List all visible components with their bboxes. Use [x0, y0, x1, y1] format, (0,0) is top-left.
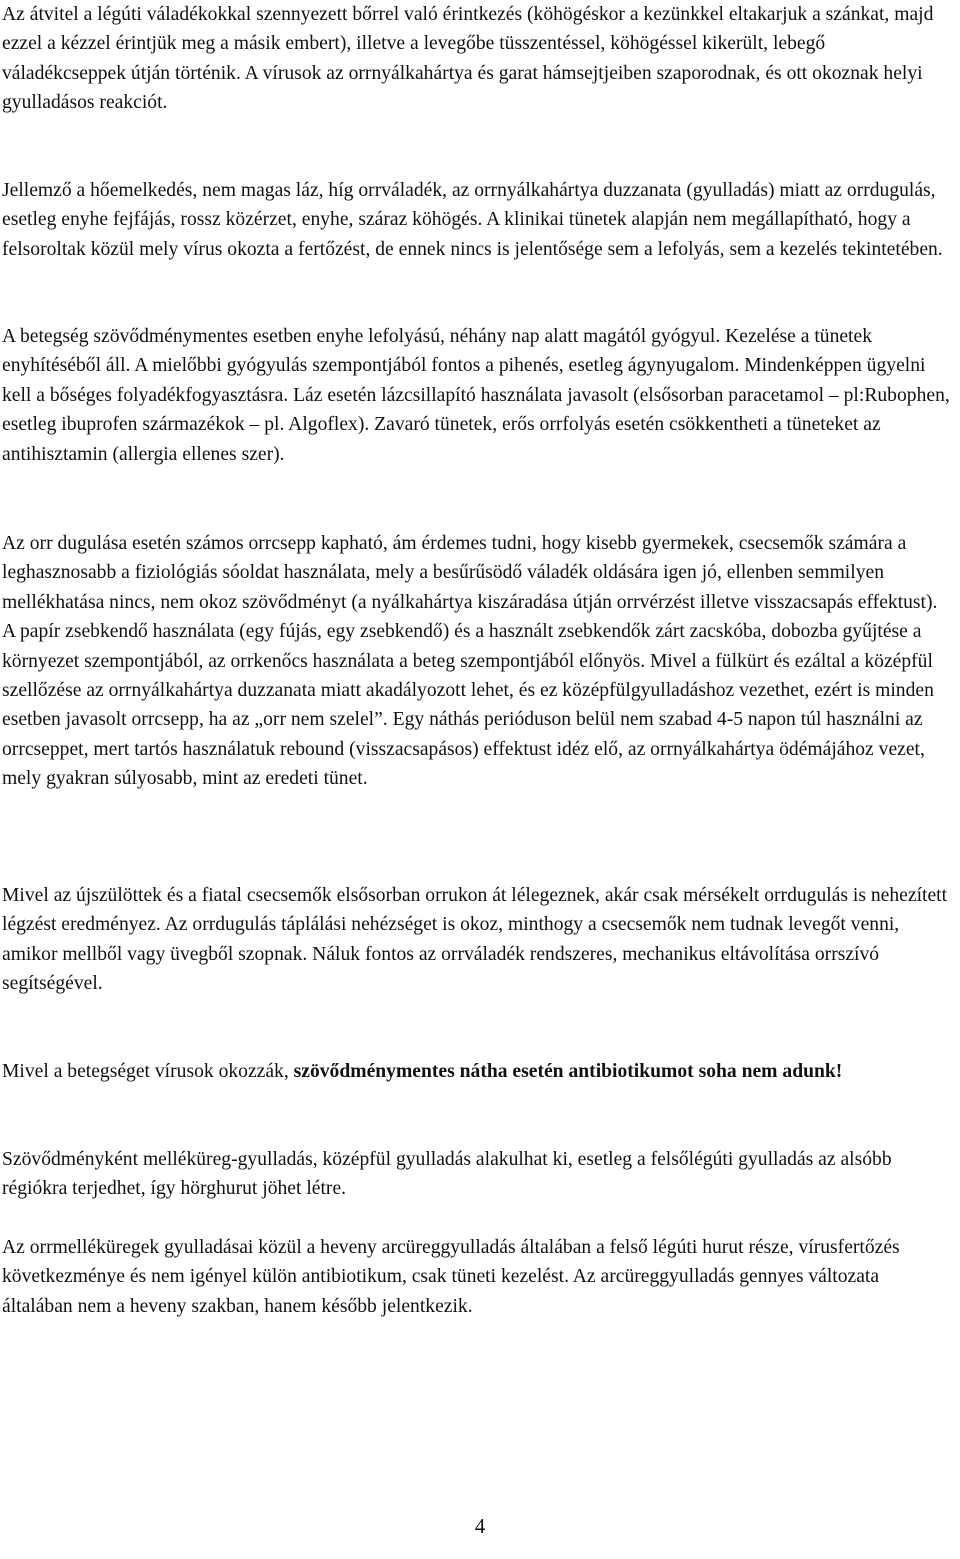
antibiotic-warning-text: szövődménymentes nátha esetén antibiotikumot soha nem adunk! — [293, 1061, 843, 1082]
antibiotic-lead-text: Mivel a betegséget vírusok okozzák, — [2, 1061, 294, 1082]
page-number: 4 — [474, 1514, 486, 1538]
paragraph-newborns: Mivel az újszülöttek és a fiatal csecsemők elsősorban orrukon át lélegeznek, akár csak mérsékelt orrdugulás is nehezített légzést eredményez. Az orrdugulás táplálási nehézséget is okoz, minthogy a csecsemők nem tudnak levegőt venni, amikor mellből vagy üvegből szopnak. Náluk fontos az orrváladék rendszeres, mechanikus eltávolítása orrszívó segítségével. — [2, 885, 948, 995]
paragraph-complications: Szövődményként melléküreg-gyulladás, középfül gyulladás alakulhat ki, esetleg a felsőlégúti gyulladás az alsóbb régiókra terjedhet, így hörghurut jöhet létre. — [2, 1149, 892, 1200]
paragraph-antibiotics — [2, 1057, 842, 1086]
paragraph-treatment: A betegség szövődménymentes esetben enyhe lefolyású, néhány nap alatt magától gyógyul. Kezelése a tünetek enyhítéséből áll. A mielőbbi gyógyulás szempontjából fontos a pihenés, esetleg ágynyugalom. Mindenképpen ügyelni kell a bőséges folyadékfogyasztásra. Láz esetén lázcsillapító használata javasolt (elsősorban paracetamol – pl:Rubophen, esetleg ibuprofen származékok – pl. Algoflex). Zavaró tünetek, erős orrfolyás esetén csökkentheti a tüneteket az antihisztamin (allergia ellenes szer). — [2, 326, 950, 465]
paragraph-sinusitis: Az orrmelléküregek gyulladásai közül a heveny arcüreggyulladás általában a felső légúti hurut része, vírusfertőzés következménye és nem igényel külön antibiotikum, csak tüneti kezelést. Az arcüreggyulladás gennyes változata általában nem a heveny szakban, hanem később jelentkezik. — [2, 1237, 900, 1317]
paragraph-nose-drops: Az orr dugulása esetén számos orrcsepp kapható, ám érdemes tudni, hogy kisebb gyermekek, csecsemők számára a leghasznosabb a fiziológiás sóoldat használata, mely a besűrűsödő váladék oldására igen jó, ellenben semmilyen mellékhatása nincs, nem okoz szövődményt (a nyálkahártya kiszáradása útján orrvérzést illetve visszacsapás effektust). A papír zsebkendő használata (egy fújás, egy zsebkendő) és a használt zsebkendők zárt zacskóba, dobozba gyűjtése a környezet szempontjából, az orrkenőcs használata a beteg szempontjából előnyös. Mivel a fülkürt és ezáltal a középfül szellőzése az orrnyálkahártya duzzanata miatt akadályozott lehet, és ez középfülgyulladáshoz vezethet, ezért is minden esetben javasolt orrcsepp, ha az „orr nem szelel”. Egy náthás perióduson belül nem szabad 4-5 napon túl használni az orrcseppet, mert tartós használatuk rebound (visszacsapásos) effektust idéz elő, az orrnyálkahártya ödémájához vezet, mely gyakran súlyosabb, mint az eredeti tünet. — [2, 533, 938, 790]
paragraph-transmission: Az átvitel a légúti váladékokkal szennyezett bőrrel való érintkezés (köhögéskor a kezünkkel eltakarjuk a szánkat, majd ezzel a kézzel érintjük meg a másik embert), illetve a levegőbe tüsszentéssel, köhögéssel kikerült, lebegő váladékcseppek útján történik. A vírusok az orrnyálkahártya és garat hámsejtjeiben szaporodnak, és ott okoznak helyi gyulladásos reakciót. — [2, 4, 934, 114]
paragraph-symptoms: Jellemző a hőemelkedés, nem magas láz, híg orrváladék, az orrnyálkahártya duzzanata (gyulladás) miatt az orrdugulás, esetleg enyhe fejfájás, rossz közérzet, enyhe, száraz köhögés. A klinikai tünetek alapján nem megállapítható, hogy a felsoroltak közül mely vírus okozta a fertőzést, de ennek nincs is jelentősége sem a lefolyás, sem a kezelés tekintetében. — [2, 180, 943, 260]
